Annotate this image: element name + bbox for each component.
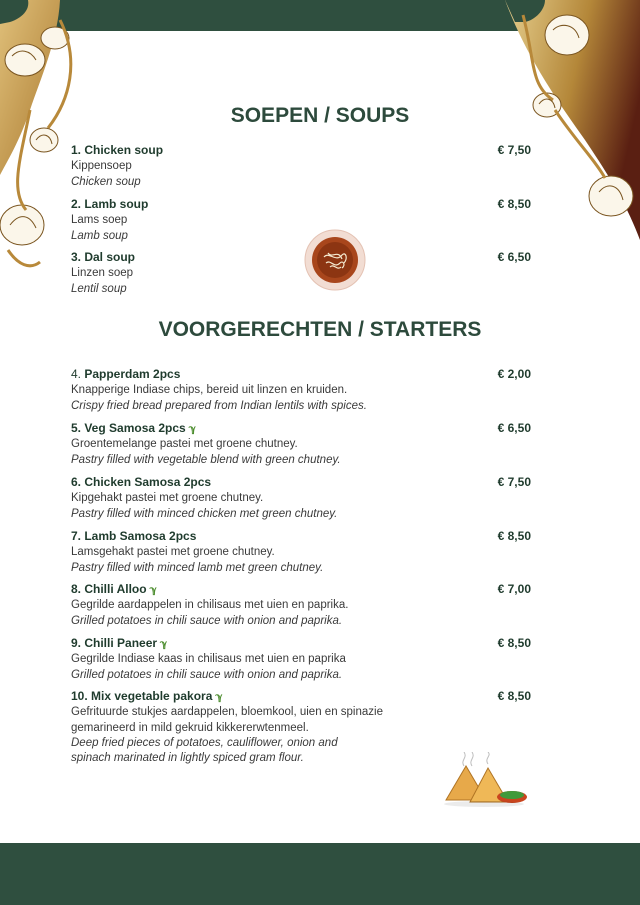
item-description-nl: Kipgehakt pastei met groene chutney. bbox=[71, 492, 264, 505]
item-name: Chilli Paneer bbox=[84, 636, 158, 650]
item-description-en: Deep fried pieces of potatoes, cauliflower, onion and bbox=[71, 736, 338, 749]
item-description-en: Crispy fried bread prepared from Indian lentils with spices. bbox=[71, 399, 367, 412]
soup-bowl-icon bbox=[304, 229, 366, 291]
menu-item bbox=[71, 250, 531, 297]
item-description-en: Grilled potatoes in chili sauce with onion and paprika. bbox=[71, 614, 343, 627]
item-description-nl: Knapperige Indiase chips, bereid uit linzen en kruiden. bbox=[71, 384, 348, 397]
item-name: Chicken soup bbox=[84, 143, 164, 157]
item-description-nl: Gegrilde aardappelen in chilisaus met uien en paprika. bbox=[71, 599, 349, 612]
item-name: Lamb Samosa 2pcs bbox=[84, 529, 197, 543]
item-name: Dal soup bbox=[84, 250, 136, 264]
menu-item bbox=[71, 636, 531, 683]
item-description-nl: Kippensoep bbox=[71, 160, 132, 173]
item-description-en: Lamb soup bbox=[71, 229, 128, 242]
veg-leaf-icon: ℽ bbox=[160, 639, 168, 650]
item-price: € 2,00 bbox=[497, 367, 531, 381]
item-description-nl: Linzen soep bbox=[71, 267, 134, 280]
veg-leaf-icon: ℽ bbox=[188, 424, 197, 435]
samosa-icon bbox=[442, 752, 530, 808]
menu-item bbox=[71, 475, 531, 522]
item-name: Mix vegetable pakora bbox=[91, 689, 213, 703]
item-name: Veg Samosa 2pcs bbox=[84, 421, 186, 435]
veg-leaf-icon: ℽ bbox=[215, 692, 223, 703]
item-price: € 6,50 bbox=[497, 421, 531, 435]
item-description-nl: Gefrituurde stukjes aardappelen, bloemkool, uien en spinazie bbox=[71, 706, 383, 719]
item-price: € 7,50 bbox=[497, 475, 531, 489]
item-number: 6. bbox=[71, 475, 85, 489]
item-number: 8. bbox=[71, 582, 85, 596]
item-price: € 7,50 bbox=[497, 143, 531, 157]
item-number: 7. bbox=[71, 529, 85, 543]
item-number: 5. bbox=[71, 421, 85, 435]
item-name: Chicken Samosa 2pcs bbox=[84, 475, 212, 489]
item-description-en: Pastry filled with vegetable blend with green chutney. bbox=[71, 453, 341, 466]
item-description-en: spinach marinated in lightly spiced gram flour. bbox=[71, 752, 304, 765]
item-price: € 7,00 bbox=[497, 582, 531, 596]
item-price: € 8,50 bbox=[497, 689, 531, 703]
menu-item bbox=[71, 197, 531, 244]
item-description-nl: Lamsgehakt pastei met groene chutney. bbox=[71, 546, 275, 559]
menu-item bbox=[71, 529, 531, 576]
item-description-nl: gemarineerd in mild gekruid kikkererwtenmeel. bbox=[71, 721, 309, 734]
menu-item bbox=[71, 421, 531, 468]
menu-item bbox=[71, 582, 531, 629]
item-name: Lamb soup bbox=[84, 197, 149, 211]
veg-leaf-icon: ℽ bbox=[149, 585, 157, 596]
bottom-band bbox=[0, 843, 640, 905]
item-number: 3. bbox=[71, 250, 85, 264]
item-number: 9. bbox=[71, 636, 85, 650]
menu-item bbox=[71, 143, 531, 190]
item-description-en: Pastry filled with minced lamb met green chutney. bbox=[71, 561, 324, 574]
item-price: € 8,50 bbox=[497, 636, 531, 650]
item-number: 10. bbox=[71, 689, 92, 703]
item-description-en: Grilled potatoes in chili sauce with onion and paprika. bbox=[71, 668, 343, 681]
item-number: 4. bbox=[71, 367, 85, 381]
item-name: Papperdam 2pcs bbox=[84, 367, 181, 381]
section-title-soups: SOEPEN / SOUPS bbox=[230, 104, 410, 127]
item-price: € 8,50 bbox=[497, 197, 531, 211]
item-price: € 6,50 bbox=[497, 250, 531, 264]
item-number: 2. bbox=[71, 197, 85, 211]
item-price: € 8,50 bbox=[497, 529, 531, 543]
item-number: 1. bbox=[71, 143, 85, 157]
section-title-starters: VOORGERECHTEN / STARTERS bbox=[158, 318, 482, 341]
item-name: Chilli Alloo bbox=[84, 582, 147, 596]
item-description-nl: Gegrilde Indiase kaas in chilisaus met uien en paprika bbox=[71, 653, 346, 666]
menu-item bbox=[71, 367, 531, 414]
item-description-en: Chicken soup bbox=[71, 175, 141, 188]
item-description-nl: Groentemelange pastei met groene chutney. bbox=[71, 438, 298, 451]
item-description-en: Pastry filled with minced chicken met green chutney. bbox=[71, 507, 338, 520]
item-description-en: Lentil soup bbox=[71, 282, 127, 295]
item-description-nl: Lams soep bbox=[71, 214, 128, 227]
